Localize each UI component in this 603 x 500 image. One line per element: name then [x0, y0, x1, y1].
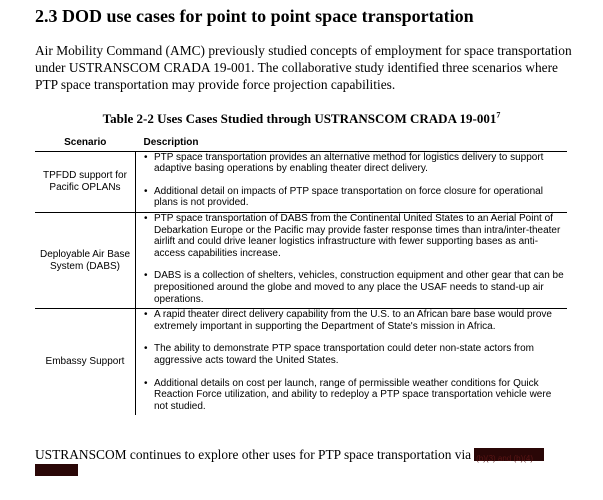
bullet-icon: •: [144, 151, 148, 163]
scenario-cell: Embassy Support: [35, 309, 136, 416]
closing-paragraph: [35, 446, 595, 463]
table-row: [35, 212, 567, 308]
intro-paragraph: Air Mobility Command (AMC) previously studied concepts of employment for space transportation under USTRANSCOM CRADA 19-001. The collaborative study identified three scenarios where PTP space transportation may provide force projection capabilities.: [35, 43, 572, 92]
description-bullet: [144, 152, 567, 175]
description-bullet: [144, 309, 567, 332]
scenario-cell: Deployable Air Base System (DABS): [35, 212, 136, 308]
redaction-label: (b)(3) and (b)(4): [476, 454, 534, 463]
table-caption: [0, 110, 603, 127]
bullet-icon: •: [144, 212, 148, 224]
description-bullet: [144, 270, 567, 305]
scenario-column-header: Scenario: [35, 137, 136, 151]
bullet-spacer: [144, 305, 567, 308]
bullet-icon: •: [144, 377, 148, 389]
bullet-spacer: [144, 332, 567, 343]
bullet-text: Additional details on cost per launch, range of permissible weather conditions for Quick Reaction Force utilization, and ability to redeploy a PTP space transportation vehicle were not studied.: [154, 377, 552, 412]
redaction-block: [474, 448, 544, 461]
description-cell: [136, 309, 568, 416]
description-cell: [136, 212, 568, 308]
description-bullet-list: [144, 152, 567, 212]
description-bullet: [144, 343, 567, 366]
bullet-icon: •: [144, 309, 148, 321]
table-caption-footnote: 7: [496, 110, 501, 120]
table-caption-text: Table 2-2 Uses Cases Studied through USTRANSCOM CRADA 19-001: [102, 111, 497, 126]
use-cases-table: [35, 137, 567, 415]
bullet-text: Additional detail on impacts of PTP space transportation on force closure for operational plans is not provided.: [154, 185, 543, 209]
redaction-block-continued: [35, 464, 78, 476]
bullet-spacer: [144, 412, 567, 415]
description-bullet: [144, 378, 567, 413]
bullet-text: DABS is a collection of shelters, vehicles, construction equipment and other gear that can be prepositioned around the globe and moved to any place the USAF needs to stand-up air operations.: [154, 270, 564, 305]
section-heading: 2.3 DOD use cases for point to point space transportation: [35, 6, 474, 26]
table-header-row: [35, 137, 567, 151]
bullet-text: PTP space transportation of DABS from the Continental United States to an Aerial Point of Debarkation Europe or the Pacific may provide faster response times than intra/inter-theater airlift and could drive leaner logistics infrastructure with fewer supporting bases as anti-access capabilities increase.: [154, 212, 561, 259]
description-bullet: [144, 213, 567, 259]
table-row: [35, 309, 567, 416]
bullet-spacer: [144, 259, 567, 270]
bullet-icon: •: [144, 185, 148, 197]
bullet-spacer: [144, 209, 567, 212]
bullet-icon: •: [144, 270, 148, 282]
bullet-text: A rapid theater direct delivery capability from the U.S. to an African bare base would prove extremely important in supporting the Department of State's mission in Africa.: [154, 309, 552, 332]
table-row: [35, 151, 567, 212]
description-column-header: Description: [136, 137, 568, 151]
description-bullet: [144, 186, 567, 209]
bullet-spacer: [144, 367, 567, 378]
closing-text: USTRANSCOM continues to explore other uses for PTP space transportation via: [35, 447, 472, 462]
bullet-spacer: [144, 175, 567, 186]
description-bullet-list: [144, 213, 567, 308]
bullet-text: PTP space transportation provides an alternative method for logistics delivery to support adaptive basing operations by enabling theater direct delivery.: [154, 151, 544, 175]
bullet-text: The ability to demonstrate PTP space transportation could deter non-state actors from aggressive acts toward the United States.: [154, 343, 535, 366]
description-cell: [136, 151, 568, 212]
description-bullet-list: [144, 309, 567, 415]
bullet-icon: •: [144, 343, 148, 355]
scenario-cell: TPFDD support for Pacific OPLANs: [35, 151, 136, 212]
